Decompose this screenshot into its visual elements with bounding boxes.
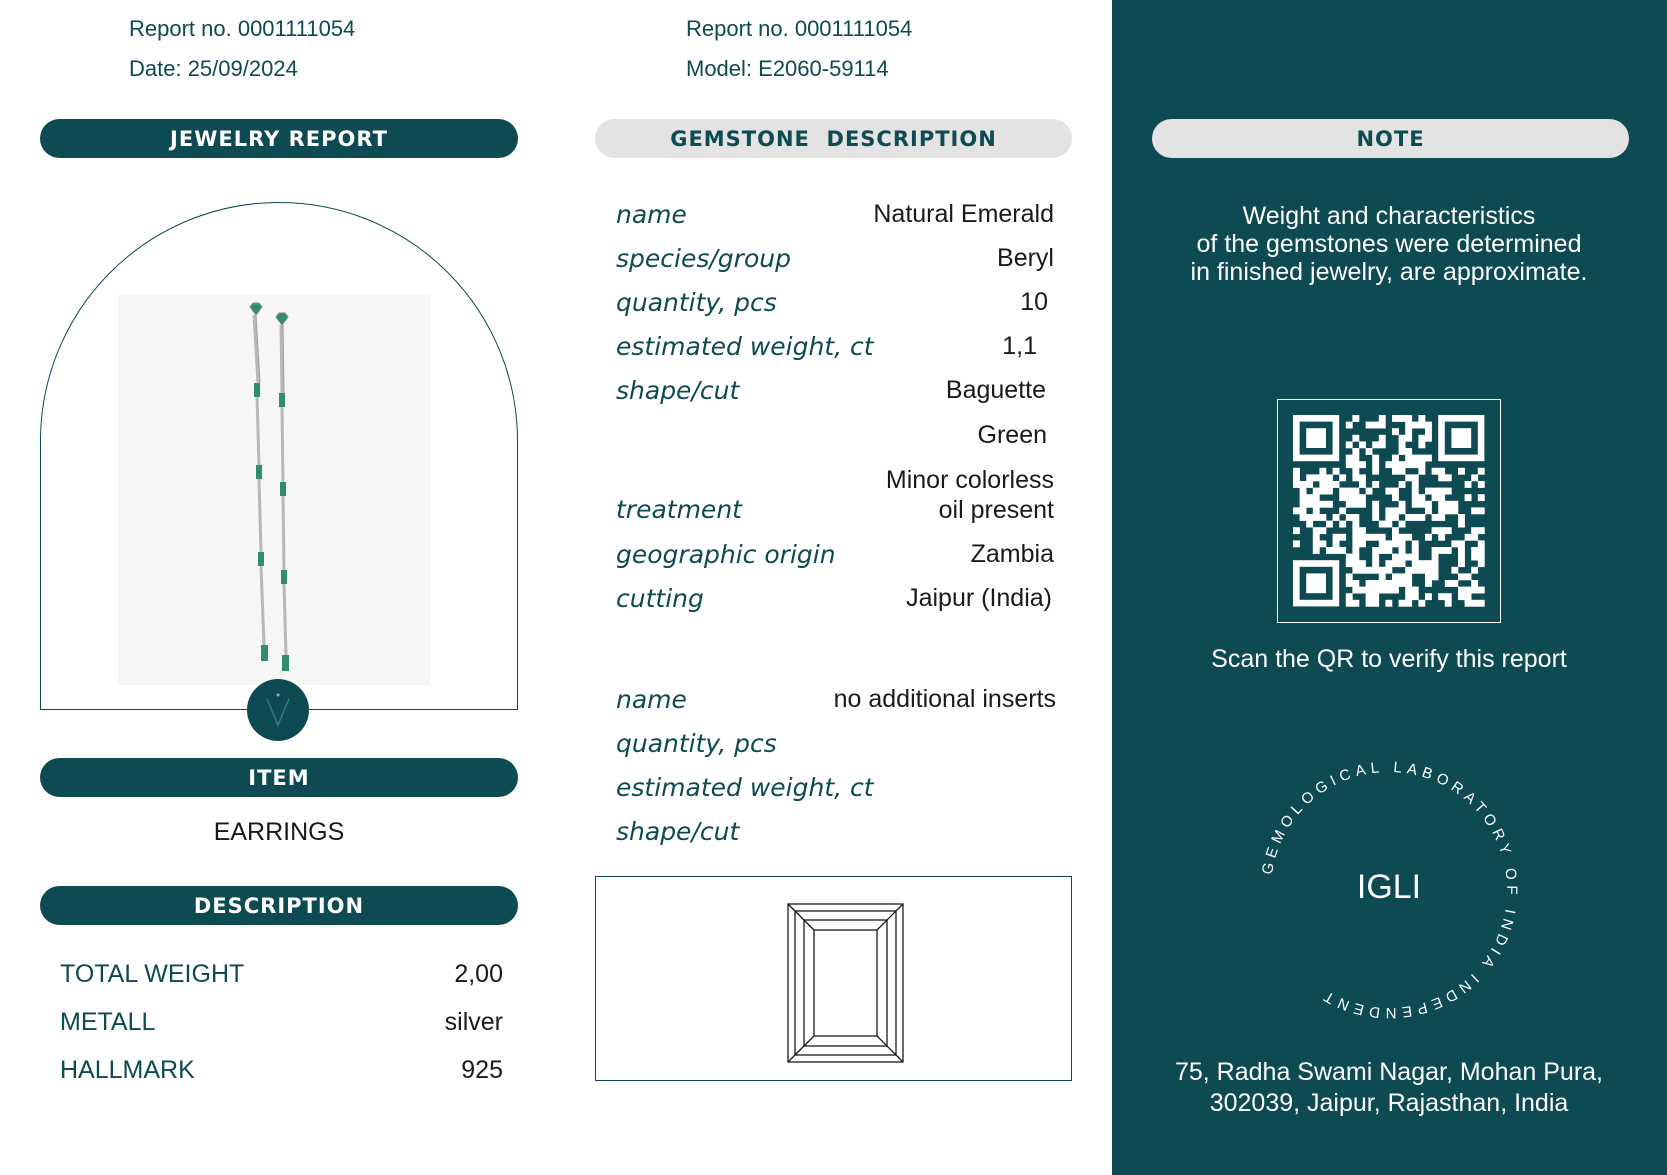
gem-label: shape/cut bbox=[616, 817, 740, 846]
seal-ring-text: GEMOLOGICAL LABORATORY OF INDIA INDEPENDENT bbox=[1258, 760, 1521, 1020]
gem2-row-quantity bbox=[616, 729, 1054, 759]
desc-row-hallmark bbox=[60, 1056, 503, 1085]
gemstone-description-label: GEMSTONE DESCRIPTION bbox=[670, 126, 997, 151]
earrings-illustration bbox=[118, 295, 430, 685]
gem-label: name bbox=[616, 685, 687, 714]
seal-center-text: IGLI bbox=[1356, 868, 1422, 906]
note-line-2: of the gemstones were determined bbox=[1196, 230, 1582, 258]
cut-diagram-box bbox=[595, 876, 1072, 1081]
desc-label: METALL bbox=[60, 1008, 156, 1036]
gem-label: quantity, pcs bbox=[616, 288, 777, 317]
desc-label: HALLMARK bbox=[60, 1056, 195, 1084]
gem-label: name bbox=[616, 200, 687, 229]
gem2-row-shape bbox=[616, 817, 1054, 847]
address-line-1: 75, Radha Swami Nagar, Mohan Pura, bbox=[1174, 1058, 1603, 1086]
gem-value: no additional inserts bbox=[833, 685, 1056, 713]
treatment-line-1: Minor colorless bbox=[885, 466, 1054, 494]
gemstone-description-header bbox=[595, 119, 1072, 158]
gem-value: Zambia bbox=[970, 540, 1054, 568]
desc-value: 925 bbox=[461, 1056, 503, 1084]
gem-row-shape bbox=[616, 376, 1054, 406]
earrings-photo bbox=[118, 295, 430, 685]
gem-row-weight bbox=[616, 332, 1054, 362]
description-label: DESCRIPTION bbox=[193, 893, 365, 918]
brand-badge-icon bbox=[247, 679, 309, 741]
gem-row-treatment bbox=[616, 465, 1054, 525]
gem-label: cutting bbox=[616, 584, 704, 613]
desc-label: TOTAL WEIGHT bbox=[60, 960, 245, 988]
address-line-2: 302039, Jaipur, Rajasthan, India bbox=[1209, 1089, 1569, 1117]
desc-row-total-weight bbox=[60, 960, 503, 989]
jewelry-report-header bbox=[40, 119, 518, 158]
gem-value: Jaipur (India) bbox=[906, 584, 1052, 612]
gem-row-name bbox=[616, 200, 1054, 230]
gem-label: estimated weight, ct bbox=[616, 773, 874, 802]
gem-value: Natural Emerald bbox=[873, 200, 1054, 228]
item-header bbox=[40, 758, 518, 797]
item-value: EARRINGS bbox=[213, 818, 345, 846]
jewelry-report-label: JEWELRY REPORT bbox=[170, 126, 388, 151]
baguette-cut-diagram bbox=[596, 877, 1073, 1082]
note-line-3: in finished jewelry, are approximate. bbox=[1190, 258, 1588, 286]
gem-value: Beryl bbox=[997, 244, 1054, 272]
gem-label: estimated weight, ct bbox=[616, 332, 874, 361]
desc-row-metall bbox=[60, 1008, 503, 1037]
qr-caption: Scan the QR to verify this report bbox=[1211, 645, 1567, 673]
qr-code[interactable] bbox=[1277, 399, 1501, 623]
qr-code-icon bbox=[1278, 400, 1499, 621]
gem-value: Baguette bbox=[945, 376, 1046, 404]
left-report-number: Report no. 0001111054 bbox=[129, 16, 356, 41]
gem-row-species bbox=[616, 244, 1054, 274]
gem-label: species/group bbox=[616, 244, 791, 273]
note-line-1: Weight and characteristics bbox=[1242, 202, 1536, 230]
middle-report-number: Report no. 0001111054 bbox=[686, 16, 913, 41]
gem-value: 1,1 bbox=[1002, 332, 1037, 360]
desc-value: silver bbox=[444, 1008, 503, 1036]
gem-label: geographic origin bbox=[616, 540, 836, 569]
note-label: NOTE bbox=[1356, 126, 1425, 151]
left-report-date: Date: 25/09/2024 bbox=[129, 56, 298, 81]
gem2-row-name bbox=[616, 685, 1054, 715]
gem-row-origin bbox=[616, 540, 1054, 570]
treatment-line-2: oil present bbox=[938, 496, 1054, 524]
gem-row-quantity bbox=[616, 288, 1054, 318]
gem-row-cutting bbox=[616, 584, 1054, 614]
description-header bbox=[40, 886, 518, 925]
gem-value bbox=[886, 465, 1054, 525]
lab-address bbox=[1150, 1057, 1628, 1119]
gem-value: Green bbox=[977, 421, 1047, 449]
note-text bbox=[1150, 202, 1628, 286]
gem-value: 10 bbox=[1020, 288, 1048, 316]
middle-model: Model: E2060-59114 bbox=[686, 56, 889, 81]
desc-value: 2,00 bbox=[454, 960, 503, 988]
gem2-row-weight bbox=[616, 773, 1054, 803]
gem-label: quantity, pcs bbox=[616, 729, 777, 758]
item-label: ITEM bbox=[248, 765, 310, 790]
gem-label: shape/cut bbox=[616, 376, 740, 405]
gem-label: treatment bbox=[616, 495, 742, 524]
note-header bbox=[1152, 119, 1629, 158]
